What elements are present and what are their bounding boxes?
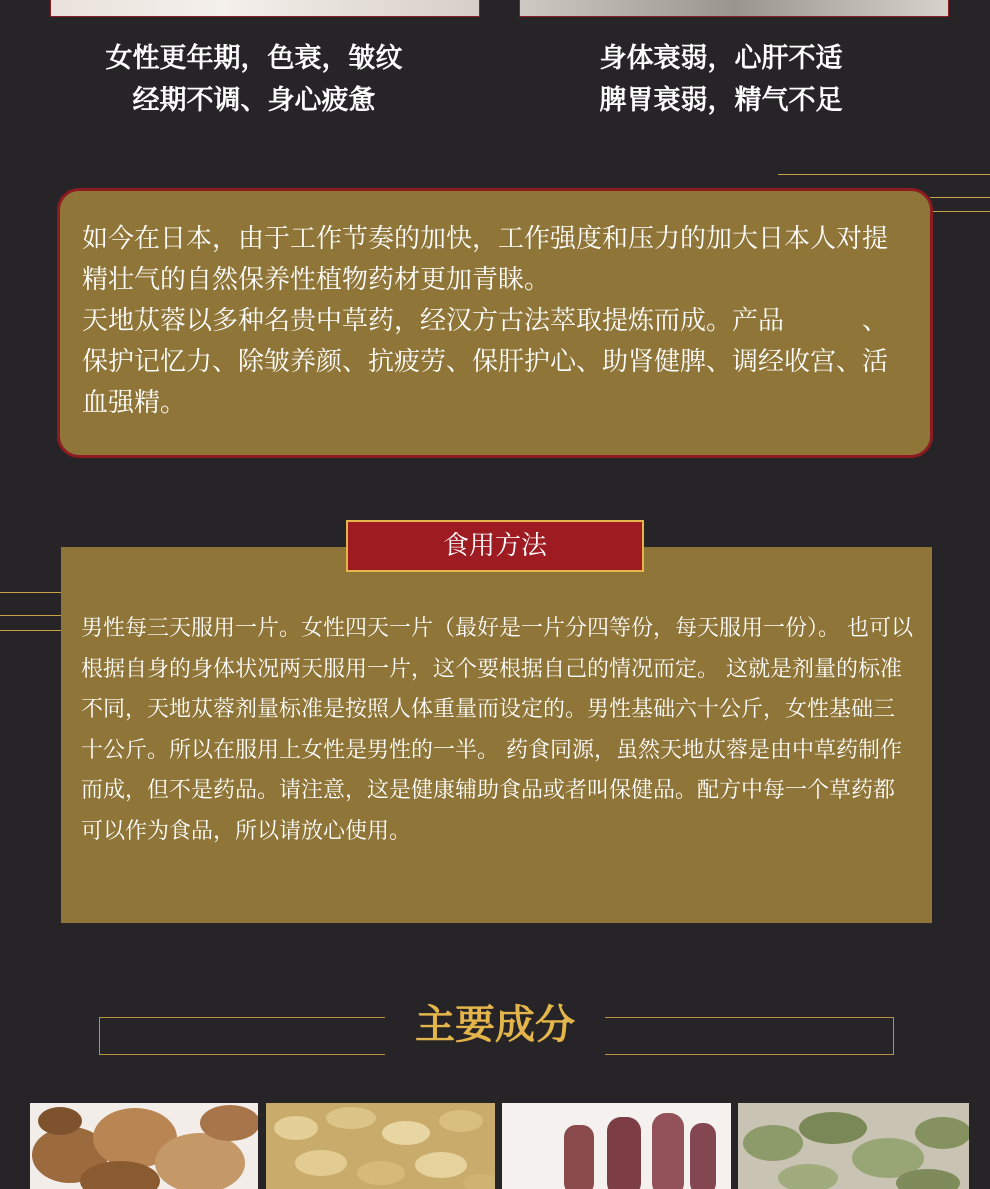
intro-paragraph: 天地苁蓉以多种名贵中草药，经汉方古法萃取提炼而成。产品 、保护记忆力、除皱养颜、抗疲劳、保肝护心、助肾健脾、调经收宫、活血强精。 xyxy=(82,306,889,418)
herb-photo-root-slices xyxy=(30,1103,258,1189)
caption-men-symptoms xyxy=(501,38,941,122)
intro-box xyxy=(57,188,933,458)
caption-line: 经期不调、身心疲惫 xyxy=(132,85,376,116)
decor-line xyxy=(0,592,62,593)
decor-line xyxy=(0,630,62,631)
usage-text: 男性每三天服用一片。女性四天一片（最好是一片分四等份，每天服用一份）。 也可以根据自身的身体状况两天服用一片，这个要根据自己的情况而定。 这就是剂量的标准不同，天地苁蓉剂量标准是按照人体重量而设定的。男性基础六十公斤，女性基础三十公斤。所以在服用上女性是男性的一半。 药食同源，虽然天地苁蓉是由中草药制作而成，但不是药品。请注意，这是健康辅助食品或者叫保健品。配方中每一个草药都可以作为食品，所以请放心使用。 xyxy=(81,616,913,844)
caption-women-symptoms xyxy=(34,38,474,122)
usage-title: 食用方法 xyxy=(346,520,644,572)
photo-woman xyxy=(50,0,480,17)
decor-line xyxy=(930,197,990,198)
herb-photo-licorice-slices xyxy=(266,1103,495,1189)
photo-man xyxy=(519,0,949,17)
herb-photo-cistanche xyxy=(502,1103,731,1189)
usage-box xyxy=(61,547,932,923)
decor-line xyxy=(930,211,990,212)
intro-paragraph: 如今在日本，由于工作节奏的加快，工作强度和压力的加大日本人对提精壮气的自然保养性植物药材更加青睐。 xyxy=(82,224,889,295)
caption-line: 女性更年期，色衰，皱纹 xyxy=(105,43,403,74)
caption-line: 脾胃衰弱，精气不足 xyxy=(599,85,843,116)
decor-line xyxy=(0,615,62,616)
decor-line xyxy=(778,174,990,175)
caption-line: 身体衰弱，心肝不适 xyxy=(599,43,843,74)
herb-photo-dried-leaves xyxy=(738,1103,969,1189)
ingredients-title: 主要成分 xyxy=(385,993,605,1057)
